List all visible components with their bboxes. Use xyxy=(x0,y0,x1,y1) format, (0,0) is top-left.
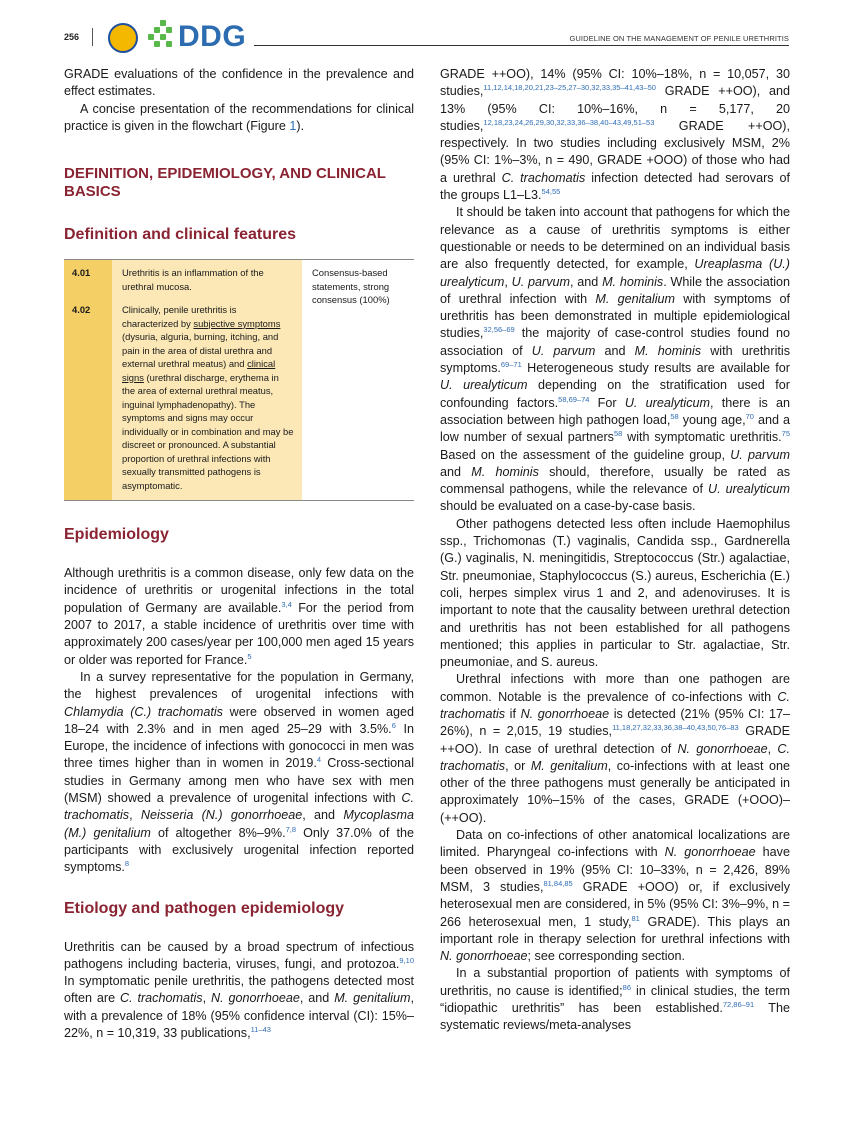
body-paragraph: Data on co-infections of other anatomical localizations are limited. Pharyngeal co-infections with N. gonorrhoeae have been observed in 19% (95% CI: 10–33%, n = 2,426, 89% MSM, 3 studies,$^{81,84,85}$ GRADE +OOO) or, if exclusively heterosexual men are considered, in 5% (95% CI: 3%–9%, n = 266 heterosexual men, 1 study,$^{81}$ GRADE). This plays an important role in therapy selection for urethral infections with N. gonorrhoeae; see corresponding section. xyxy=(440,828,791,964)
recommendation-consensus: Consensus-based statements, strong consensus (100%) xyxy=(303,260,414,500)
body-paragraph: GRADE ++OO), 14% (95% CI: 10%–18%, n = 10,057, 30 studies,$^{11,12,14,18,20,21,23-25,27-30,32,33,35-41,43-50}$ GRADE ++OO), and 13% (95% CI: 10%–16%, n = 5,177, 20 studies,$^{12,18,23,24,26,29,30,32,33,36-38,40-43,49,51-53}$ GRADE ++OO), respectively. In two studies including exclusively MSM, 2% (95% CI: 1%–3%, n = 490, GRADE +OOO) of those who had a urethral C. trachomatis infection detected had serovars of the groups L1–L3.$^{54,55}$ xyxy=(440,67,791,203)
body-paragraph: Other pathogens detected less often include Haemophilus ssp., Trichomonas (T.) vaginalis, Candida ssp., Gardnerella (G.) vaginalis, N. meningitidis, Streptococcus (Str.) agalactiae, Str. pneumoniae, Staphylococcus (S.) aureus, Escherichia (E.) coli, herpes simplex virus 1 and 2, and adenoviruses. It is important to note that the causality between urethral detection and urethritis has not been established for all pathogens mentioned; this applies in particular to Str. agalactiae, Str. pneumoniae, and S. aureus. xyxy=(440,516,790,670)
recommendation-text: Urethritis is an inflammation of the urethral mucosa. xyxy=(112,260,303,293)
right-column xyxy=(440,66,790,1035)
subsection-heading-epidemiology: Epidemiology xyxy=(64,526,169,544)
page-header xyxy=(64,14,789,54)
ddg-logo xyxy=(146,18,247,54)
subsection-heading-definition: Definition and clinical features xyxy=(64,226,297,244)
body-paragraph: It should be taken into account that pathogens for which the relevance as a cause of urethritis symptoms is either questionable or needs to be determined on an individual basis are also frequently detected, for example, Ureaplasma (U.) urealyticum, U. parvum, and M. hominis. While the association of urethral infection with M. genitalium with symptoms of urethritis has been demonstrated in multiple epidemiological studies,$^{32,56-69}$ the majority of case-control studies found no association of U. parvum and M. hominis with urethritis symptoms.$^{69-71}$ Heterogeneous study results are available for U. urealyticum depending on the stratification used for confounding factors.$^{58,69-74}$ For U. urealyticum, there is an association between high pathogen load,$^{58}$ young age,$^{70}$ and a low number of sexual partners$^{58}$ with symptomatic urethritis.$^{75}$ Based on the assessment of the guideline group, U. parvum and M. hominis should, therefore, usually be rated as commensal pathogens, while the relevance of U. urealyticum should be evaluated on a case-by-case basis. xyxy=(440,205,791,514)
header-divider xyxy=(92,28,93,46)
recommendation-number: 4.02 xyxy=(64,293,112,500)
recommendation-text: Clinically, penile urethritis is characterized by subjective symptoms (dysuria, alguria, burning, itching, and pain in the area of distal urethra and external urethral meatus) and clinical signs (urethral discharge, erythema in the area of external urethral meatus, inguinal lymphadenopathy). The symptoms and signs may occur individually or in combination and may be discreet or pronounced. A substantial proportion of urethral infections with sexually transmitted pathogens is asymptomatic. xyxy=(112,293,303,500)
flowchart-paragraph: A concise presentation of the recommendations for clinical practice is given in the flowchart (Figure 1). xyxy=(64,101,414,133)
logo-text: DDG xyxy=(178,20,247,53)
intro-paragraph: GRADE evaluations of the confidence in the prevalence and effect estimates. xyxy=(64,67,414,99)
epidemiology-paragraph: Although urethritis is a common disease, only few data on the incidence of urethritis or urogenital infections in the total population of Germany are available.$^{3,4}$ For the period from 2007 to 2017, a stable incidence of urethritis over time with approximately 200 cases/year per 100,000 men aged 15 years or older was reported for France.$^5$ xyxy=(64,566,415,667)
journal-circle-icon xyxy=(108,23,138,53)
recommendation-table xyxy=(64,259,414,501)
left-column xyxy=(64,66,414,1042)
ddg-logo-mark-icon xyxy=(146,18,176,52)
etiology-paragraph: Urethritis can be caused by a broad spectrum of infectious pathogens including bacteria, viruses, fungi, and protozoa.$^{9,10}$ In symptomatic penile urethritis, the pathogens detected most often are C. trachomatis, N. gonorrhoeae, and M. genitalium, with a prevalence of 18% (95% confidence interval (CI): 15%–22%, n = 10,319, 33 publications,$^{11-43}$ xyxy=(64,939,414,1041)
page-number: 256 xyxy=(64,32,80,42)
figure-link[interactable]: 1 xyxy=(289,118,297,133)
running-title: GUIDELINE ON THE MANAGEMENT OF PENILE URETHRITIS xyxy=(569,34,789,43)
body-paragraph: In a substantial proportion of patients with symptoms of urethritis, no cause is identified;$^{86}$ in clinical studies, the term “idiopathic urethritis” has been established.$^{72,86-91}$ The systematic reviews/meta-analyses xyxy=(440,966,790,1033)
header-rule xyxy=(254,45,789,46)
recommendation-number: 4.01 xyxy=(64,260,112,293)
section-heading-definition: DEFINITION, EPIDEMIOLOGY, AND CLINICAL BASICS xyxy=(64,165,386,201)
body-paragraph: Urethral infections with more than one pathogen are common. Notable is the prevalence of co-infections with C. trachomatis if N. gonorrhoeae is detected (21% (95% CI: 17–26%), n = 2,015, 19 studies,$^{11,18,27,32,33,36,38-40,43,50,76-83}$ GRADE ++OO). In case of urethral detection of N. gonorrhoeae, C. trachomatis, or M. genitalium, co-infections with at least one other of the three pathogens must generally be anticipated in approximately 10%–15% of the cases, GRADE (+OOO)–(++OO). xyxy=(440,672,790,825)
subsection-heading-etiology: Etiology and pathogen epidemiology xyxy=(64,899,345,917)
epidemiology-paragraph: In a survey representative for the population in Germany, the highest prevalences of urogenital infections with Chlamydia (C.) trachomatis were observed in women aged 18–24 with 2.3% and in men aged 25–29 with 3.5%.$^6$ In Europe, the incidence of infections with gonococci in men was three times higher than in women in 2019.$^4$ Cross-sectional studies in Germany among men who have sex with men (MSM) showed a prevalence of urogenital infections with C. trachomatis, Neisseria (N.) gonorrhoeae, and Mycoplasma (M.) genitalium of altogether 8%–9%.$^{7,8}$ Only 37.0% of the participants with exclusively urogenital infection reported symptoms.$^8$ xyxy=(64,669,414,875)
recommendation-row xyxy=(64,260,414,293)
